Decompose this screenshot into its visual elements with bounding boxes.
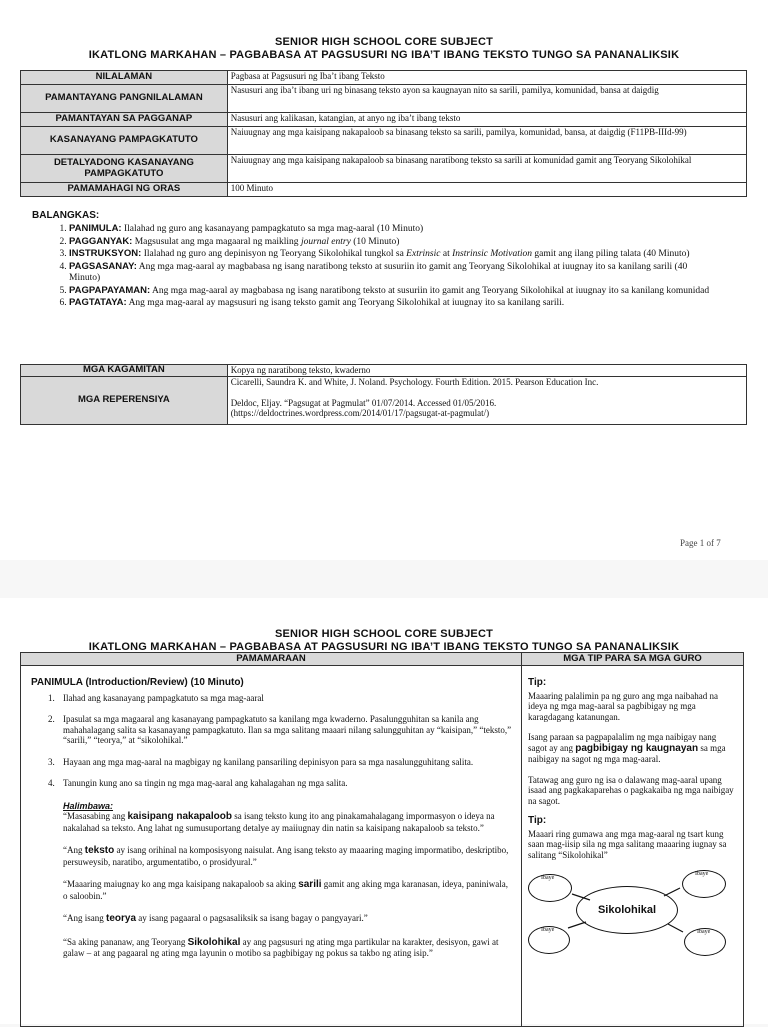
- procedure-steps: [21, 693, 521, 959]
- word-bubble: Ibaye: [684, 928, 726, 956]
- tips-cell: [522, 666, 744, 1027]
- keyword: kaisipang nakapaloob: [127, 811, 232, 822]
- keyword: teksto: [84, 845, 115, 856]
- tips-content: [522, 666, 743, 966]
- row-label: KASANAYANG PAMPAGKATUTO: [21, 127, 228, 155]
- procedure-table: [20, 652, 744, 1027]
- row-label: PAMANTAYANG PANGNILALAMAN: [21, 85, 228, 113]
- list-item: [69, 224, 719, 235]
- row-label: DETALYADONG KASANAYANG PAMPAGKATUTO: [21, 155, 228, 183]
- tip-heading: Tip:: [528, 815, 547, 826]
- list-item: [69, 262, 719, 283]
- page-header: [0, 36, 768, 62]
- row-value: Naiuugnay ang mga kaisipang nakapaloob sa binasang teksto sa sarili, pamilya, komunidad, bansa, at daigdig (F11PB-IIId-99): [227, 127, 746, 155]
- row-label: PAMANTAYAN SA PAGGANAP: [21, 113, 228, 127]
- table-row: [21, 183, 747, 197]
- item-text: (10 Minuto): [350, 236, 400, 247]
- table-row: [21, 365, 747, 377]
- table-row: [21, 71, 747, 85]
- reference-1: Cicarelli, Saundra K. and White, J. Noland. Psychology. Fourth Edition. 2015. Pearson Education Inc.: [230, 377, 599, 387]
- row-value: 100 Minuto: [227, 183, 746, 197]
- center-bubble-sikolohikal: Sikolohikal: [576, 886, 678, 934]
- tip-heading: Tip:: [528, 677, 547, 688]
- item-term: PAGSASANAY:: [69, 261, 137, 273]
- procedure-cell: [21, 666, 522, 1027]
- list-item: 2. Ipasulat sa mga magaaral ang kasanayang pampagkatuto sa kanilang mga kwaderno. Pasalungguhitan sa kanila ang mahahalagang salita sa kasanayang pampagkatuto. Ilan sa mga salitang maaari nilang salungguhitan ay “kaisipan,” “teksto,” “sarili,” “teorya,” at “sikolohikal.”: [57, 714, 513, 746]
- reference-2-url: (https://deldoctrines.wordpress.com/2014/01/17/pagsugat-at-pagmulat/): [230, 408, 490, 418]
- keyword: Sikolohikal: [187, 936, 241, 948]
- item-term: INSTRUKSYON:: [69, 248, 142, 260]
- row-value: Nasusuri ang kalikasan, katangian, at anyo ng iba’t ibang teksto: [227, 113, 746, 127]
- item-text: at: [440, 249, 453, 260]
- row-value: Pagbasa at Pagsusuri ng Iba’t ibang Teksto: [227, 71, 746, 85]
- item-text: Ang mga mag-aaral ay magbabasa ng isang naratibong teksto at susuriin ito gamit ang Teoryang Sikolohikal at iuugnay ito sa kanilang sarili (40 Minuto): [69, 262, 688, 283]
- row-label: MGA REPERENSIYA: [21, 377, 228, 425]
- example-quote: “Sa aking pananaw, ang Teoryang Sikolohikal ay ang pagsusuri ng ating mga partikular na karakter, desisyon, gawi at galaw – at ang pagaaral ng ating mga layunin o motibo sa pagbibigay ng pokus sa takbo ng ating isip.”: [63, 936, 499, 958]
- balangkas-title: BALANGKAS:: [32, 210, 100, 221]
- table-row: [21, 155, 747, 183]
- list-item: [69, 286, 719, 297]
- header-line-1: SENIOR HIGH SCHOOL CORE SUBJECT: [274, 36, 494, 48]
- item-text: Ang mga mag-aaral ay magsusuri ng isang teksto gamit ang Teoryang Sikolohikal at iuugnay ito sa kanilang sarili.: [126, 298, 565, 309]
- item-text: Ilalahad ng guro ang kasanayang pampagkatuto sa mga mag-aaral (10 Minuto): [121, 224, 424, 234]
- word-web-diagram: [528, 866, 728, 966]
- materials-table: [20, 364, 747, 425]
- page-header: [0, 628, 768, 654]
- list-item: [69, 249, 719, 260]
- item-text: gamit ang ilang piling talata (40 Minuto): [532, 249, 690, 260]
- example-quote: “Ang teksto ay isang orihinal na komposisyong naisulat. Ang isang teksto ay maaaring maging impormatibo, deskriptibo, persuweysib, naratibo, argumentatibo, o prosidyural.”: [63, 845, 509, 867]
- row-value: Naiuugnay ang mga kaisipang nakapaloob sa binasang naratibong teksto sa sarili at komunidad gamit ang Teoryang Sikolohikal: [227, 155, 746, 183]
- tip-paragraph: Isang paraan sa pagpapalalim ng mga naibigay nang sagot ay ang pagbibigay ng kaugnayan sa mga naibigay na sagot ng mga mag-aaral.: [528, 732, 726, 764]
- header-line-2: IKATLONG MARKAHAN – PAGBABASA AT PAGSUSURI NG IBA’T IBANG TEKSTO TUNGO SA PANANALIKSIK: [88, 641, 680, 653]
- table-row: [21, 85, 747, 113]
- table-row: [21, 377, 747, 425]
- row-label: MGA KAGAMITAN: [21, 365, 228, 377]
- word-bubble: Ibaye: [528, 874, 572, 902]
- list-item: 3. Hayaan ang mga mag-aaral na magbigay ng kanilang pansariling depinisyon para sa mga nasalungguhitang salita.: [57, 757, 513, 768]
- list-item: [69, 237, 719, 248]
- item-text: Magsusulat ang mga magaaral ng maikling: [132, 236, 301, 247]
- table-row: [21, 127, 747, 155]
- table-row: [21, 113, 747, 127]
- item-term: PAGGANYAK:: [69, 235, 133, 247]
- page-number: Page 1 of 7: [680, 538, 721, 548]
- row-label: PAMAMAHAGI NG ORAS: [21, 183, 228, 197]
- item-text: Ilalahad ng guro ang depinisyon ng Teoryang Sikolohikal tungkol sa: [141, 249, 407, 260]
- example-quote: “Maaaring maiugnay ko ang mga kaisipang nakapaloob sa aking sarili gamit ang aking mga karanasan, ideya, paniniwala, o saloobin.”: [63, 879, 508, 901]
- example-quote: “Ang isang teorya ay isang pagaaral o pagsasaliksik sa isang bagay o pangyayari.”: [63, 913, 368, 924]
- item-italic: Extrinsic: [406, 249, 441, 260]
- item-italic: journal entry: [300, 236, 351, 247]
- row-value: [227, 377, 746, 425]
- balangkas-list: [35, 224, 719, 311]
- keyword: pagbibigay ng kaugnayan: [575, 742, 699, 754]
- item-italic: Instrinsic Motivation: [452, 249, 533, 260]
- word-bubble: Ibaye: [682, 870, 726, 898]
- example-quote: “Masasabing ang kaisipang nakapaloob sa isang teksto kung ito ang pinakamahalagang impormasyon o ideya na nakalahad sa teksto. Ang lahat ng sumusuportang detalye ay maiiugnay din natin sa kaisipang nakapaloob sa teksto.”: [63, 811, 495, 833]
- panimula-title: PANIMULA (Introduction/Review) (10 Minuto): [31, 677, 244, 688]
- item-text: Ang mga mag-aaral ay magbabasa ng isang naratibong teksto at susuriin ito gamit ang Teoryang Sikolohikal at iuugnay ito sa kanilang komunidad: [150, 285, 710, 296]
- tip-paragraph: Tatawag ang guro ng isa o dalawang mag-aaral upang isaad ang pagkakaparehas o pagkakaiba ng mga naibigay na sagot.: [528, 774, 734, 806]
- lesson-info-table: [20, 70, 747, 197]
- step-text: Tanungin kung ano sa tingin ng mga mag-aaral ang kahalagahan ng mga salita.: [63, 778, 348, 788]
- row-value: Nasusuri ang iba’t ibang uri ng binasang teksto ayon sa kaugnayan nito sa sarili, pamilya, komunidad, bansa at daigdig: [227, 85, 746, 113]
- item-term: PAGPAPAYAMAN:: [69, 284, 151, 296]
- keyword: teorya: [106, 913, 137, 924]
- row-value: Kopya ng naratibong teksto, kwaderno: [227, 365, 746, 377]
- header-line-2: IKATLONG MARKAHAN – PAGBABASA AT PAGSUSURI NG IBA’T IBANG TEKSTO TUNGO SA PANANALIKSIK: [88, 49, 680, 61]
- keyword: sarili: [298, 879, 322, 890]
- column-header-pamamaraan: PAMAMARAAN: [21, 653, 522, 666]
- item-term: PAGTATAYA:: [69, 297, 127, 309]
- column-header-tips: MGA TIP PARA SA MGA GURO: [522, 653, 744, 666]
- table-header-row: [21, 653, 744, 666]
- word-bubble: Ibaye: [528, 926, 570, 954]
- header-line-1: SENIOR HIGH SCHOOL CORE SUBJECT: [274, 628, 494, 640]
- list-item: [57, 778, 513, 959]
- tip-paragraph: Maaari ring gumawa ang mga mag-aaral ng tsart kung saan mag-iisip sila ng mga salitang maaaring iugnay sa salitang “Sikolohikal”: [528, 828, 727, 860]
- row-label: NILALAMAN: [21, 71, 228, 85]
- reference-2: Deldoc, Eljay. “Pagsugat at Pagmulat” 01/07/2014. Accessed 01/05/2016.: [230, 397, 497, 408]
- tip-paragraph: Maaaring palalimin pa ng guro ang mga naibahad na ideya ng mga mag-aaral sa pagbibigay ng mga karagdagang katanungan.: [528, 690, 718, 722]
- halimbawa-heading: Halimbawa:: [63, 800, 114, 811]
- list-item: [69, 298, 719, 309]
- item-term: PANIMULA:: [69, 223, 122, 234]
- table-row: [21, 666, 744, 1027]
- list-item: 1. Ilahad ang kasanayang pampagkatuto sa mga mag-aaral: [57, 693, 513, 704]
